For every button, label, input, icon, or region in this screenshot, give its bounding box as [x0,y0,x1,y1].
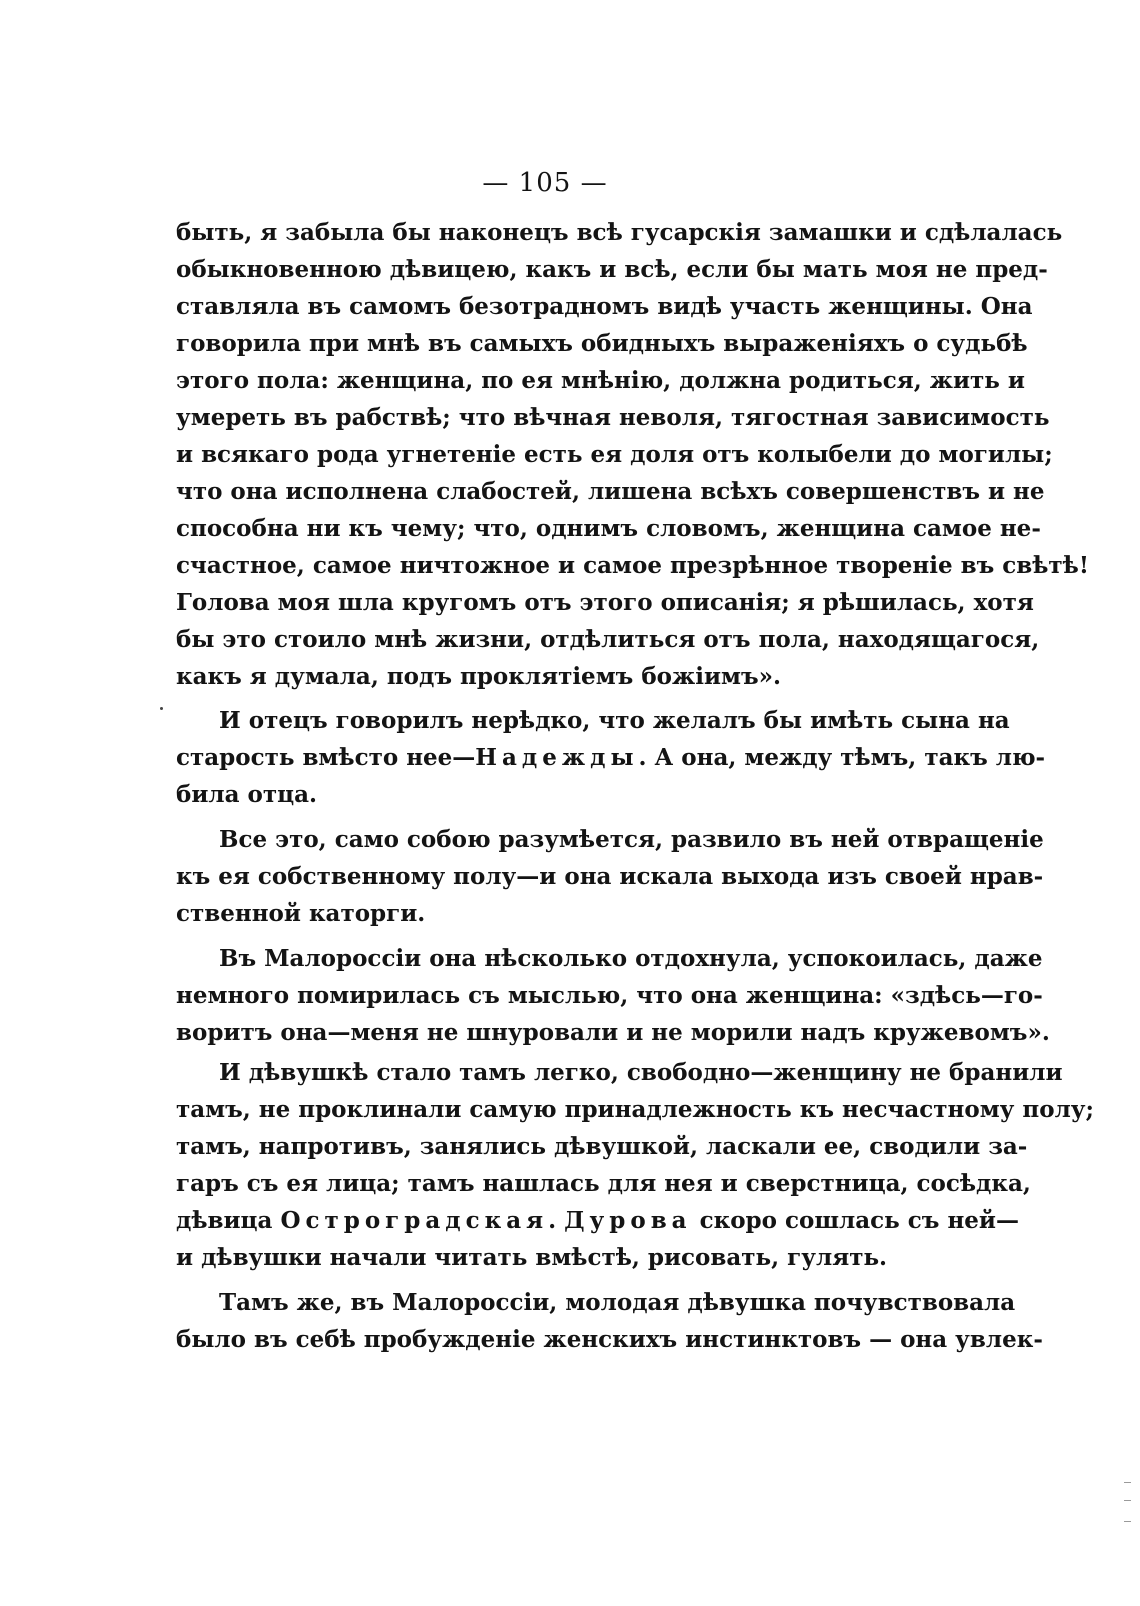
text-line: этого пола: женщина, по ея мнѣнію, должна родиться, жить и [176,367,1025,394]
text-line: бы это стоило мнѣ жизни, отдѣлиться отъ пола, находящагося, [176,626,1040,653]
edge-scan-mark [1124,1521,1131,1522]
text-line: ставляла въ самомъ безотрадномъ видѣ участь женщины. Она [176,293,1033,320]
text-segment: скоро сошлась съ ней— [691,1207,1019,1234]
text-line: было въ себѣ пробужденіе женскихъ инстинктовъ — она увлек- [176,1326,1043,1353]
edge-scan-mark [1124,1500,1131,1501]
text-line: Тамъ же, въ Малороссіи, молодая дѣвушка почувствовала [219,1289,1016,1316]
text-line [176,738,1046,778]
text-line: немного помирилась съ мыслью, что она женщина: «здѣсь—го- [176,982,1043,1009]
text-line: умереть въ рабствѣ; что вѣчная неволя, тягостная зависимость [176,404,1050,431]
text-line: Въ Малороссіи она нѣсколько отдохнула, успокоилась, даже [219,945,1043,972]
text-line: Голова моя шла кругомъ отъ этого описанія; я рѣшилась, хотя [176,589,1034,616]
text-line: Все это, само собою разумѣется, развило въ ней отвращеніе [219,826,1044,853]
text-line: что она исполнена слабостей, лишена всѣхъ совершенствъ и не [176,478,1045,505]
text-segment: дѣвица [176,1207,281,1234]
text-line: ственной каторги. [176,900,426,927]
text-line: къ ея собственному полу—и она искала выхода изъ своей нрав- [176,863,1044,890]
text-line: говорила при мнѣ въ самыхъ обидныхъ выраженіяхъ о судьбѣ [176,330,1028,357]
text-line: какъ я думала, подъ проклятіемъ божіимъ». [176,663,782,690]
page-number: — 105 — [482,168,608,198]
text-line: гаръ съ ея лица; тамъ нашлась для нея и сверстница, сосѣдка, [176,1170,1031,1197]
text-line: способна ни къ чему; что, однимъ словомъ, женщина самое не- [176,515,1041,542]
text-line: тамъ, напротивъ, занялись дѣвушкой, ласкали ее, сводили за- [176,1133,1028,1160]
text-line: и всякаго рода угнетеніе есть ея доля отъ колыбели до могилы; [176,441,1053,468]
text-segment: старость вмѣсто нее— [176,744,476,771]
spaced-name: Надежды [475,744,639,771]
text-line: била отца. [176,781,318,808]
edge-scan-mark [1124,1482,1131,1483]
text-line [176,1201,1019,1241]
text-line: и дѣвушки начали читать вмѣстѣ, рисовать, гулять. [176,1244,888,1271]
text-segment: . [548,1207,565,1234]
text-line: И отецъ говорилъ нерѣдко, что желалъ бы имѣть сына на [219,707,1010,734]
spaced-name: Остроградская [280,1207,549,1234]
text-line: тамъ, не проклинали самую принадлежность къ несчастному полу; [176,1096,1095,1123]
text-line: воритъ она—меня не шнуровали и не морили надъ кружевомъ». [176,1019,1050,1046]
text-line: И дѣвушкѣ стало тамъ легко, свободно—женщину не бранили [219,1059,1063,1086]
text-line: быть, я забыла бы наконецъ всѣ гусарскія замашки и сдѣлалась [176,219,1063,246]
spaced-name: Дурова [564,1207,692,1234]
text-line: обыкновенною дѣвицею, какъ и всѣ, если бы мать моя не пред- [176,256,1048,283]
ink-dot [160,707,163,710]
text-line: счастное, самое ничтожное и самое презрѣнное твореніе въ свѣтѣ! [176,552,1089,579]
text-segment: . А она, между тѣмъ, такъ лю- [638,744,1046,771]
